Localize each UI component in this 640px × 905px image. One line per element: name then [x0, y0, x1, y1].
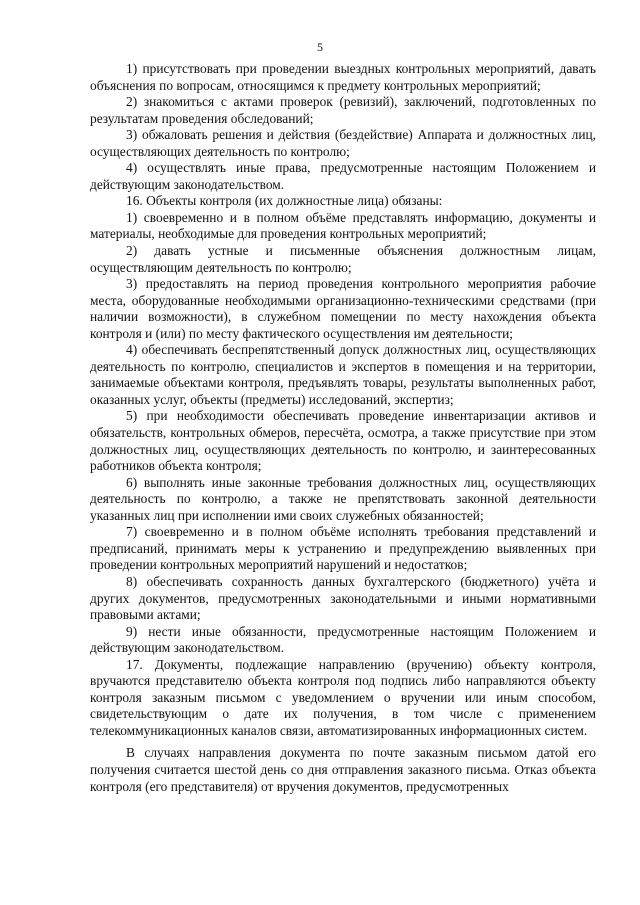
paragraph-16-2: 2) давать устные и письменные объяснения должностным лицам, осуществляющим деятельность по контролю; [90, 243, 596, 275]
paragraph-16-3: 3) предоставлять на период проведения контрольного мероприятия рабочие места, оборудованные необходимыми организационно-техническими средствами (при наличии возможности), в служебном помещении по месту нахождения объекта контроля и (или) по месту фактического осуществления им деятельности; [90, 276, 596, 341]
paragraph-16-5: 5) при необходимости обеспечивать проведение инвентаризации активов и обязательств, контрольных обмеров, пересчёта, осмотра, а также присутствие при этом должностных лиц, осуществляющих деятельность по контролю, и заинтересованных работников объекта контроля; [90, 408, 596, 474]
paragraph-16-7: 7) своевременно и в полном объёме исполнять требования представлений и предписаний, принимать меры к устранению и предупреждению выявленных при проведении контрольных мероприятий нарушений и недостатков; [90, 524, 596, 573]
paragraph-16-6: 6) выполнять иные законные требования должностных лиц, осуществляющих деятельность по контролю, а также не препятствовать законной деятельности указанных лиц при исполнении ими своих служебных обязанностей; [90, 474, 596, 523]
document-body [90, 61, 596, 795]
paragraph-15-1: 1) присутствовать при проведении выездных контрольных мероприятий, давать объяснения по вопросам, относящимся к предмету контрольных мероприятий; [90, 61, 596, 93]
paragraph-15-3: 3) обжаловать решения и действия (бездействие) Аппарата и должностных лиц, осуществляющих деятельность по контролю; [90, 127, 596, 159]
paragraph-16-8: 8) обеспечивать сохранность данных бухгалтерского (бюджетного) учёта и других документов, предусмотренных законодательными и иными нормативными правовыми актами; [90, 573, 596, 623]
paragraph-16-1: 1) своевременно и в полном объёме представлять информацию, документы и материалы, необходимые для проведения контрольных мероприятий; [90, 209, 596, 242]
section-16-heading: 16. Объекты контроля (их должностные лица) обязаны: [126, 193, 443, 209]
paragraph-15-4: 4) осуществлять иные права, предусмотренные настоящим Положением и действующим законодательством. [90, 160, 596, 192]
paragraph-16-9: 9) нести иные обязанности, предусмотренные настоящим Положением и действующим законодательством. [90, 623, 596, 656]
paragraph-15-2: 2) знакомиться с актами проверок (ревизий), заключений, подготовленных по результатам проведения обследований; [90, 94, 596, 126]
section-17: 17. Документы, подлежащие направлению (вручению) объекту контроля, вручаются представителю объекта контроля под подпись либо направляются объекту контроля заказным письмом с уведомлением о вручении или иным способом, свидетельствующим о дате их получения, в том числе с применением телекоммуникационных каналов связи, автоматизированных информационных систем. [90, 656, 596, 738]
page-number: 5 [317, 40, 323, 54]
paragraph-mail-delivery: В случаях направления документа по почте заказным письмом датой его получения считается шестой день со дня отправления заказного письма. Отказ объекта контроля (его представителя) от вручения документов, предусмотренных [90, 745, 596, 794]
paragraph-16-4: 4) обеспечивать беспрепятственный допуск должностных лиц, осуществляющих деятельность по контролю, специалистов и экспертов в помещения и на территории, занимаемые объектами контроля, предъявлять товары, результаты выполненных работ, оказанных услуг, объекты (предметы) исследований, экспертиз; [90, 342, 596, 407]
